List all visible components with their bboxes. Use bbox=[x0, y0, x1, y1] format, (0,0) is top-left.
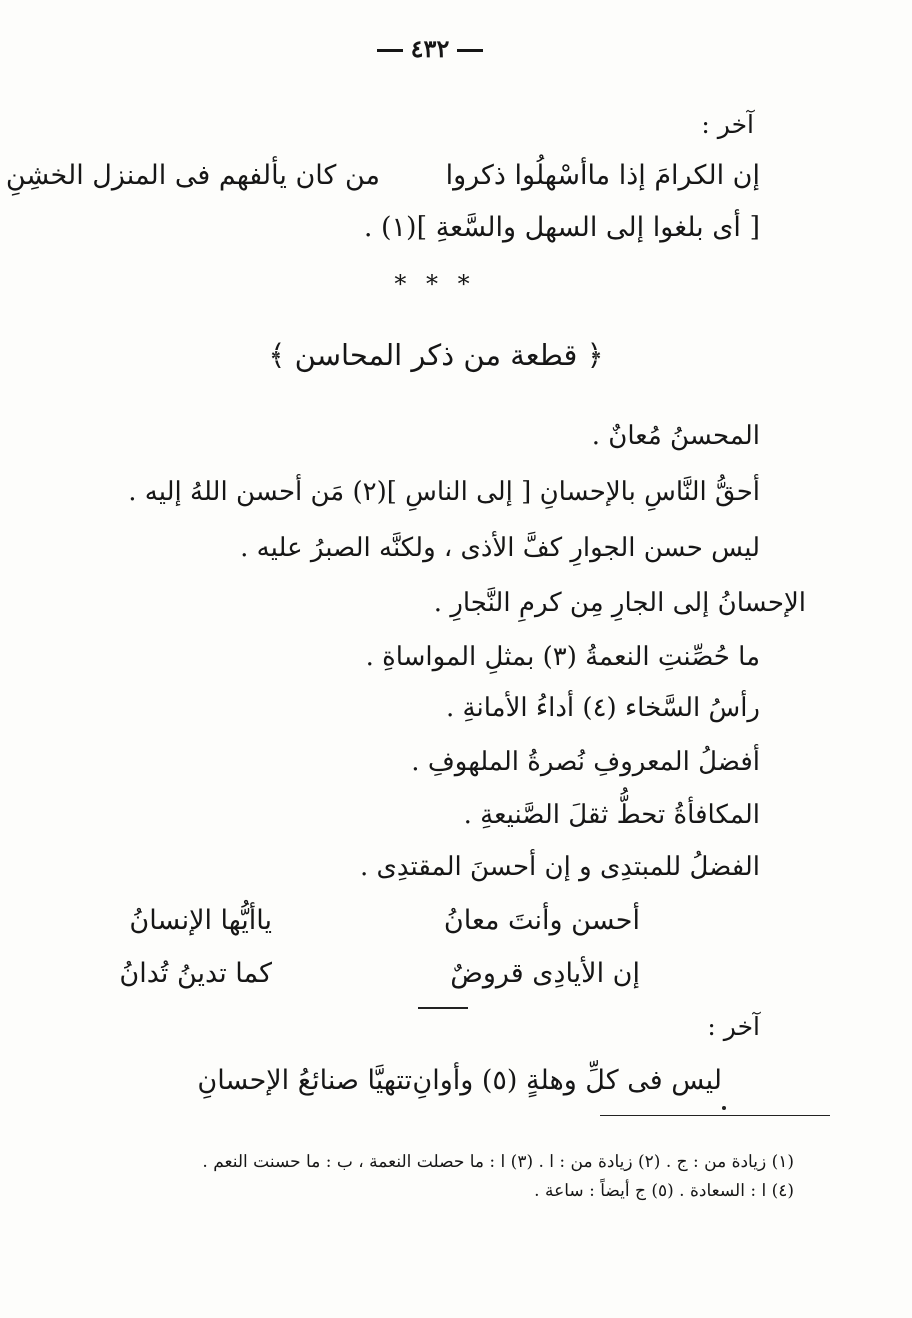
page-number-dash-right bbox=[457, 49, 483, 52]
bottom-verse-left-hemistich: تتهيَّا صنائعُ الإحسانِ bbox=[197, 1065, 412, 1096]
top-verse-left-hemistich: من كان يألفهم فى المنزل الخشِنِ bbox=[5, 160, 380, 191]
poem-line-1-right: أحسن وأنتَ معانُ bbox=[443, 905, 640, 936]
saying-6: رأسُ السَّخاء (٤) أداءُ الأمانةِ . bbox=[446, 693, 760, 723]
footnote-rule bbox=[600, 1115, 830, 1116]
page-number-text: ٤٣٢ bbox=[410, 34, 450, 63]
footnote-line-2: (٤) ا : السعادة . (٥) ج أيضاً : ساعة . bbox=[534, 1181, 794, 1201]
saying-5: ما حُصِّنتِ النعمةُ (٣) بمثلِ المواساةِ . bbox=[365, 642, 760, 672]
saying-3: ليس حسن الجوارِ كفَّ الأذى ، ولكنَّه الصبرُ عليه . bbox=[240, 533, 760, 563]
poem-line-2-left: كما تدينُ تُدانُ bbox=[119, 958, 272, 989]
poem-end-rule bbox=[418, 1007, 468, 1009]
page-number-dash-left bbox=[377, 49, 403, 52]
saying-9: الفضلُ للمبتدِى و إن أحسنَ المقتدِى . bbox=[360, 852, 760, 882]
saying-8: المكافأةُ تحطُّ ثقلَ الصَّنيعةِ . bbox=[463, 800, 760, 830]
footnote-marker-dot bbox=[722, 1106, 726, 1110]
saying-2: أحقُّ النَّاسِ بالإحسانِ [ إلى الناسِ ](٢) مَن أحسن اللهُ إليه . bbox=[128, 477, 760, 507]
bottom-verse-right-hemistich: ليس فى كلِّ وهلةٍ (٥) وأوانِ bbox=[412, 1065, 722, 1096]
top-label: آخر : bbox=[701, 110, 754, 139]
poem-line-2-right: إن الأيادِى قروضٌ bbox=[450, 958, 640, 989]
poem-line-1-left: ياأيُّها الإنسانُ bbox=[129, 905, 272, 936]
page-number bbox=[0, 34, 860, 63]
top-verse-gloss: [ أى بلغوا إلى السهل والسَّعةِ ](١) . bbox=[363, 212, 760, 243]
footnote-line-1: (١) زيادة من : ج . (٢) زيادة من : ا . (٣) ا : ما حصلت النعمة ، ب : ما حسنت النعم . bbox=[202, 1152, 794, 1172]
section-separator: * * * bbox=[394, 270, 476, 298]
section-heading: ﴿ قطعة من ذكر المحاسن ﴾ bbox=[268, 338, 604, 372]
saying-1: المحسنُ مُعانٌ . bbox=[591, 421, 760, 451]
top-verse-right-hemistich: إن الكرامَ إذا ماأسْهلُوا ذكروا bbox=[445, 160, 760, 191]
bottom-label: آخر : bbox=[707, 1012, 760, 1041]
saying-7: أفضلُ المعروفِ نُصرةُ الملهوفِ . bbox=[411, 747, 760, 777]
saying-4: الإحسانُ إلى الجارِ مِن كرمِ النَّجارِ . bbox=[433, 588, 806, 618]
